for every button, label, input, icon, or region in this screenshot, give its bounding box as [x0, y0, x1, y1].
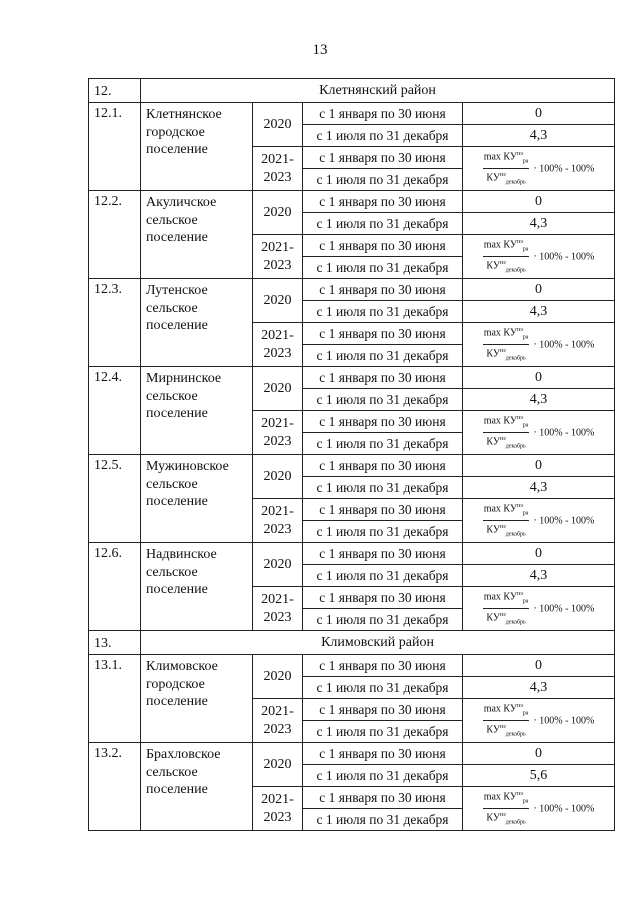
formula-cell — [463, 699, 615, 743]
year-range-cell: 2021-2023 — [253, 323, 303, 367]
section-number: 13. — [89, 631, 141, 655]
period-cell: с 1 января по 30 июня — [303, 787, 463, 809]
formula-denominator: $КУ^{нэ}_{декабрь}$ — [486, 436, 526, 450]
row-number: 12.4. — [89, 367, 141, 455]
value-cell: 4,3 — [463, 125, 615, 147]
section-row — [89, 79, 615, 103]
table-row — [89, 367, 615, 389]
period-cell: с 1 января по 30 июня — [303, 455, 463, 477]
period-cell: с 1 июля по 31 декабря — [303, 125, 463, 147]
formula-numerator: $\max КУ^{нэ}_{ра}$ — [483, 501, 530, 521]
formula-tail: · 100% - 100% — [533, 427, 595, 438]
period-cell: с 1 июля по 31 декабря — [303, 433, 463, 455]
formula-tail: · 100% - 100% — [533, 163, 595, 174]
year-cell: 2020 — [253, 367, 303, 411]
formula-tail: · 100% - 100% — [533, 715, 595, 726]
period-cell: с 1 июля по 31 декабря — [303, 477, 463, 499]
table-row — [89, 655, 615, 677]
period-cell: с 1 июля по 31 декабря — [303, 809, 463, 831]
formula-cell — [463, 499, 615, 543]
page-number: 13 — [312, 42, 328, 58]
formula-tail: · 100% - 100% — [533, 603, 595, 614]
value-cell: 0 — [463, 543, 615, 565]
formula-fraction — [483, 325, 530, 365]
period-cell: с 1 июля по 31 декабря — [303, 677, 463, 699]
period-cell: с 1 января по 30 июня — [303, 191, 463, 213]
formula-numerator: $\max КУ^{нэ}_{ра}$ — [483, 589, 530, 609]
period-cell: с 1 июля по 31 декабря — [303, 213, 463, 235]
section-title: Клетнянский район — [141, 79, 615, 103]
formula-fraction — [483, 149, 530, 189]
formula-fraction — [483, 789, 530, 829]
year-cell: 2020 — [253, 743, 303, 787]
formula-tail: · 100% - 100% — [533, 251, 595, 262]
period-cell: с 1 июля по 31 декабря — [303, 389, 463, 411]
formula-cell — [463, 323, 615, 367]
table-row — [89, 191, 615, 213]
formula-fraction — [483, 701, 530, 741]
period-cell: с 1 января по 30 июня — [303, 147, 463, 169]
row-number: 12.6. — [89, 543, 141, 631]
row-number: 12.5. — [89, 455, 141, 543]
formula-denominator: $КУ^{нэ}_{декабрь}$ — [486, 724, 526, 738]
period-cell: с 1 июля по 31 декабря — [303, 169, 463, 191]
period-cell: с 1 июля по 31 декабря — [303, 721, 463, 743]
section-row — [89, 631, 615, 655]
settlement-name: Мужиновское сельское поселение — [141, 455, 253, 543]
year-cell: 2020 — [253, 543, 303, 587]
formula-fraction — [483, 501, 530, 541]
formula-tail: · 100% - 100% — [533, 515, 595, 526]
table-row — [89, 455, 615, 477]
formula-tail: · 100% - 100% — [533, 803, 595, 814]
year-range-cell: 2021-2023 — [253, 787, 303, 831]
year-range-cell: 2021-2023 — [253, 699, 303, 743]
value-cell: 0 — [463, 367, 615, 389]
formula-denominator: $КУ^{нэ}_{декабрь}$ — [486, 812, 526, 826]
formula-fraction — [483, 589, 530, 629]
period-cell: с 1 июля по 31 декабря — [303, 521, 463, 543]
formula-numerator: $\max КУ^{нэ}_{ра}$ — [483, 237, 530, 257]
formula-tail: · 100% - 100% — [533, 339, 595, 350]
year-range-cell: 2021-2023 — [253, 499, 303, 543]
value-cell: 0 — [463, 279, 615, 301]
year-cell: 2020 — [253, 279, 303, 323]
period-cell: с 1 января по 30 июня — [303, 411, 463, 433]
period-cell: с 1 января по 30 июня — [303, 103, 463, 125]
table-row — [89, 279, 615, 301]
formula-cell — [463, 587, 615, 631]
row-number: 12.1. — [89, 103, 141, 191]
year-range-cell: 2021-2023 — [253, 587, 303, 631]
settlement-name: Мирнинское сельское поселение — [141, 367, 253, 455]
value-cell: 4,3 — [463, 213, 615, 235]
formula-cell — [463, 235, 615, 279]
value-cell: 4,3 — [463, 565, 615, 587]
settlement-name: Климовское городское поселение — [141, 655, 253, 743]
year-cell: 2020 — [253, 455, 303, 499]
row-number: 12.3. — [89, 279, 141, 367]
formula-denominator: $КУ^{нэ}_{декабрь}$ — [486, 524, 526, 538]
formula-cell — [463, 411, 615, 455]
formula-denominator: $КУ^{нэ}_{декабрь}$ — [486, 260, 526, 274]
year-cell: 2020 — [253, 103, 303, 147]
settlement-name: Клетнянское городское поселение — [141, 103, 253, 191]
formula-cell — [463, 787, 615, 831]
year-cell: 2020 — [253, 191, 303, 235]
formula-numerator: $\max КУ^{нэ}_{ра}$ — [483, 325, 530, 345]
table-row — [89, 543, 615, 565]
year-range-cell: 2021-2023 — [253, 235, 303, 279]
year-cell: 2020 — [253, 655, 303, 699]
formula-numerator: $\max КУ^{нэ}_{ра}$ — [483, 413, 530, 433]
table-row — [89, 103, 615, 125]
value-cell: 4,3 — [463, 301, 615, 323]
value-cell: 5,6 — [463, 765, 615, 787]
period-cell: с 1 января по 30 июня — [303, 743, 463, 765]
formula-denominator: $КУ^{нэ}_{декабрь}$ — [486, 612, 526, 626]
period-cell: с 1 июля по 31 декабря — [303, 257, 463, 279]
period-cell: с 1 июля по 31 декабря — [303, 765, 463, 787]
period-cell: с 1 января по 30 июня — [303, 279, 463, 301]
formula-denominator: $КУ^{нэ}_{декабрь}$ — [486, 172, 526, 186]
settlement-name: Акуличское сельское поселение — [141, 191, 253, 279]
period-cell: с 1 июля по 31 декабря — [303, 345, 463, 367]
settlement-name: Лутенское сельское поселение — [141, 279, 253, 367]
section-title: Климовский район — [141, 631, 615, 655]
formula-numerator: $\max КУ^{нэ}_{ра}$ — [483, 789, 530, 809]
row-number: 13.2. — [89, 743, 141, 831]
formula-cell — [463, 147, 615, 191]
value-cell: 0 — [463, 191, 615, 213]
period-cell: с 1 января по 30 июня — [303, 235, 463, 257]
value-cell: 4,3 — [463, 677, 615, 699]
value-cell: 0 — [463, 743, 615, 765]
formula-denominator: $КУ^{нэ}_{декабрь}$ — [486, 348, 526, 362]
settlement-name: Брахловское сельское поселение — [141, 743, 253, 831]
period-cell: с 1 января по 30 июня — [303, 499, 463, 521]
period-cell: с 1 июля по 31 декабря — [303, 609, 463, 631]
section-number: 12. — [89, 79, 141, 103]
value-cell: 4,3 — [463, 389, 615, 411]
value-cell: 0 — [463, 103, 615, 125]
formula-fraction — [483, 237, 530, 277]
period-cell: с 1 июля по 31 декабря — [303, 565, 463, 587]
period-cell: с 1 января по 30 июня — [303, 699, 463, 721]
formula-fraction — [483, 413, 530, 453]
formula-numerator: $\max КУ^{нэ}_{ра}$ — [483, 701, 530, 721]
period-cell: с 1 января по 30 июня — [303, 655, 463, 677]
period-cell: с 1 января по 30 июня — [303, 323, 463, 345]
formula-numerator: $\max КУ^{нэ}_{ра}$ — [483, 149, 530, 169]
value-cell: 0 — [463, 455, 615, 477]
row-number: 13.1. — [89, 655, 141, 743]
year-range-cell: 2021-2023 — [253, 147, 303, 191]
period-cell: с 1 июля по 31 декабря — [303, 301, 463, 323]
tariff-table — [88, 78, 615, 831]
row-number: 12.2. — [89, 191, 141, 279]
settlement-name: Надвинское сельское поселение — [141, 543, 253, 631]
year-range-cell: 2021-2023 — [253, 411, 303, 455]
value-cell: 4,3 — [463, 477, 615, 499]
period-cell: с 1 января по 30 июня — [303, 367, 463, 389]
period-cell: с 1 января по 30 июня — [303, 587, 463, 609]
period-cell: с 1 января по 30 июня — [303, 543, 463, 565]
table-row — [89, 743, 615, 765]
value-cell: 0 — [463, 655, 615, 677]
